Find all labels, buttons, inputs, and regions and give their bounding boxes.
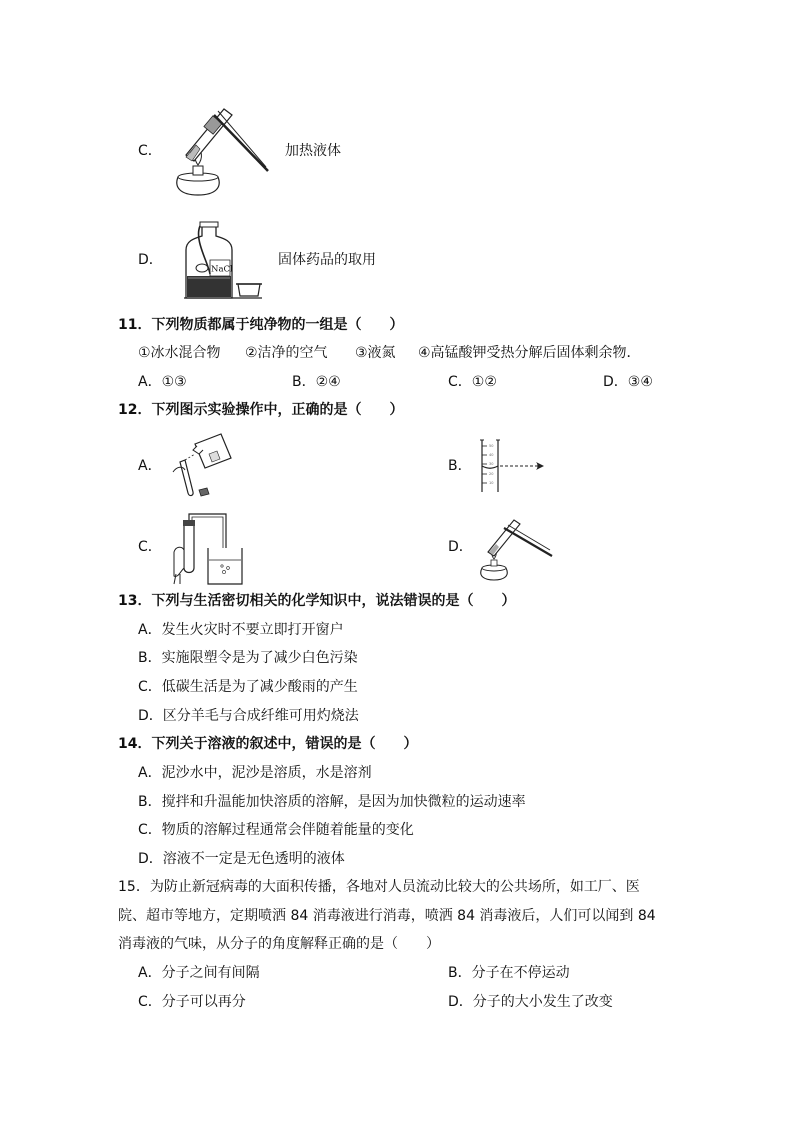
reading-cylinder-figure <box>478 438 550 494</box>
q11-item-4: ④高锰酸钾受热分解后固体剩余物． <box>418 345 641 361</box>
q11-stem: 11．下列物质都属于纯净物的一组是（ ） <box>118 317 404 333</box>
q10-d-letter: D． <box>138 252 163 268</box>
q11-item-1: ①冰水混合物 <box>138 345 221 361</box>
q14-stem: 14．下列关于溶液的叙述中，错误的是（ ） <box>118 736 418 752</box>
q11-option-b[interactable]: B．②④ <box>292 374 341 390</box>
q15-option-d[interactable]: D．分子的大小发生了改变 <box>448 994 613 1010</box>
q15-option-b[interactable]: B．分子在不停运动 <box>448 965 570 981</box>
svg-text:20: 20 <box>489 472 494 476</box>
q13-option-b[interactable]: B．实施限塑令是为了减少白色污染 <box>138 650 358 666</box>
solid-reagent-figure <box>180 220 262 302</box>
q15-stem-line-2: 院、超市等地方，定期喷洒 84 消毒液进行消毒，喷洒 84 消毒液后，人们可以闻到 84 <box>118 908 656 924</box>
q13-option-d[interactable]: D．区分羊毛与合成纤维可用灼烧法 <box>138 708 359 724</box>
q12-option-c[interactable]: C． <box>138 539 162 555</box>
airtightness-check-figure <box>172 512 244 586</box>
q10-c-letter: C． <box>138 143 162 159</box>
q15-option-c[interactable]: C．分子可以再分 <box>138 994 246 1010</box>
q12-stem: 12．下列图示实验操作中，正确的是（ ） <box>118 402 404 418</box>
q13-option-c[interactable]: C．低碳生活是为了减少酸雨的产生 <box>138 679 358 695</box>
q12-option-a[interactable]: A． <box>138 458 162 474</box>
heating-test-tube-figure <box>478 512 554 580</box>
q11-option-c[interactable]: C．①② <box>448 374 497 390</box>
q15-stem-line-3: 消毒液的气味，从分子的角度解释正确的是（ ） <box>118 936 440 952</box>
q13-stem: 13．下列与生活密切相关的化学知识中，说法错误的是（ ） <box>118 593 516 609</box>
svg-text:40: 40 <box>489 453 494 457</box>
pouring-liquid-figure <box>165 432 243 500</box>
q11-item-2: ②洁净的空气 <box>245 345 328 361</box>
q15-option-a[interactable]: A．分子之间有间隔 <box>138 965 260 981</box>
q13-option-a[interactable]: A．发生火灾时不要立即打开窗户 <box>138 622 344 638</box>
svg-text:50: 50 <box>489 444 494 448</box>
q12-option-b[interactable]: B． <box>448 458 472 474</box>
heating-liquid-figure <box>170 95 270 200</box>
svg-text:10: 10 <box>489 481 494 485</box>
q14-option-a[interactable]: A．泥沙水中，泥沙是溶质，水是溶剂 <box>138 765 372 781</box>
q11-item-3: ③液氮 <box>355 345 396 361</box>
bottle-label: NaCl <box>211 264 233 275</box>
q12-option-d[interactable]: D． <box>448 539 473 555</box>
q15-stem-line-1: 15．为防止新冠病毒的大面积传播，各地对人员流动比较大的公共场所，如工厂、医 <box>118 879 640 895</box>
q14-option-d[interactable]: D．溶液不一定是无色透明的液体 <box>138 851 345 867</box>
q10-d-caption: 固体药品的取用 <box>278 252 376 268</box>
q14-option-b[interactable]: B．搅拌和升温能加快溶质的溶解，是因为加快微粒的运动速率 <box>138 794 526 810</box>
q11-option-d[interactable]: D．③④ <box>603 374 653 390</box>
q14-option-c[interactable]: C．物质的溶解过程通常会伴随着能量的变化 <box>138 822 414 838</box>
svg-text:30: 30 <box>489 462 494 466</box>
q10-c-caption: 加热液体 <box>285 143 341 159</box>
q11-option-a[interactable]: A．①③ <box>138 374 187 390</box>
